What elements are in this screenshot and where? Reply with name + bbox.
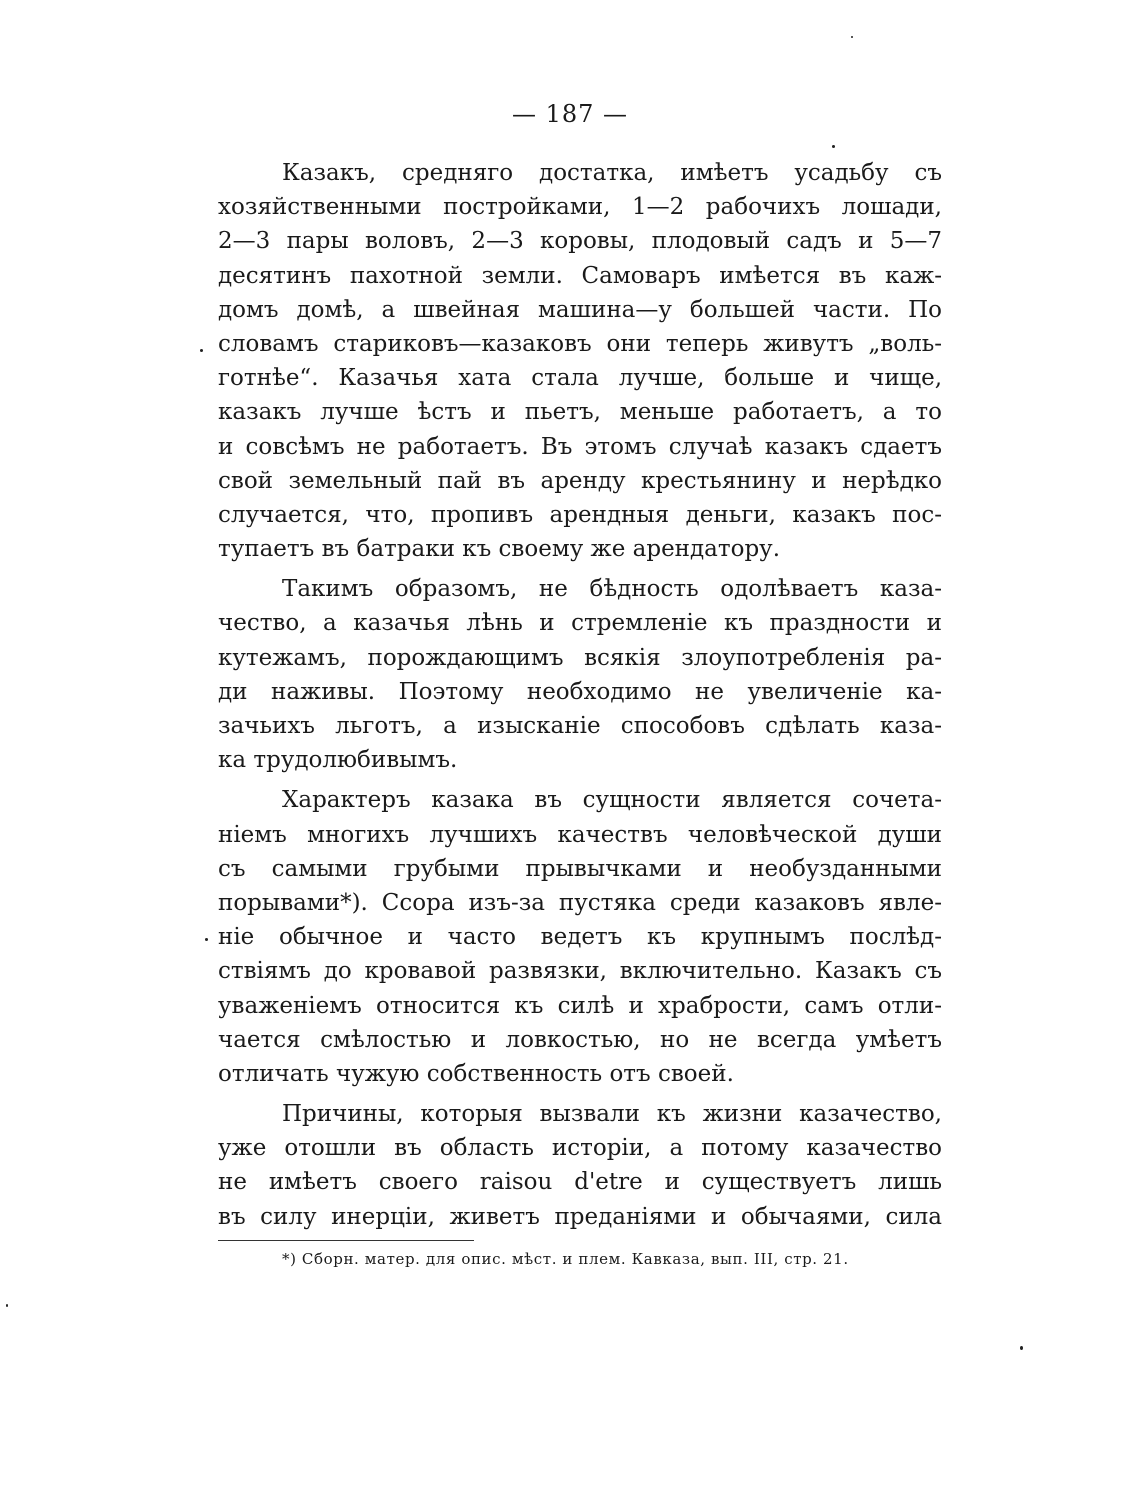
text-line: уваженіемъ относится къ силѣ и храбрости, самъ отли- <box>218 992 942 1019</box>
text-line: домъ домѣ, а швейная машина—у большей части. По <box>218 296 942 323</box>
text-line: словамъ стариковъ—казаковъ они теперь живутъ „воль- <box>218 330 942 357</box>
text-line: ніемъ многихъ лучшихъ качествъ человѣческой души <box>218 821 942 848</box>
text-line: отличать чужую собственность отъ своей. <box>218 1060 734 1087</box>
text-line: чается смѣлостью и ловкостью, но не всегда умѣетъ <box>218 1026 942 1053</box>
footnote: *) Сборн. матер. для опис. мѣст. и плем. Кавказа, вып. III, стр. 21. <box>282 1250 849 1268</box>
text-line: 2—3 пары воловъ, 2—3 коровы, плодовый садъ и 5—7 <box>218 228 942 255</box>
text-line: ди наживы. Поэтому необходимо не увеличеніе ка- <box>218 678 942 705</box>
text-line: съ самыми грубыми прывычками и необузданными <box>218 855 942 882</box>
text-line: хозяйственными постройками, 1—2 рабочихъ лошади, <box>218 194 942 221</box>
text-line: въ силу инерціи, живетъ преданіями и обычаями, сила <box>218 1203 942 1230</box>
text-line: десятинъ пахотной земли. Самоваръ имѣется въ каж- <box>218 262 942 289</box>
text-line: готнѣе“. Казачья хата стала лучше, больше и чище, <box>218 365 942 392</box>
text-line: зачьихъ льготъ, а изысканіе способовъ сдѣлать каза- <box>218 713 942 739</box>
footnote-divider <box>218 1240 474 1241</box>
text-line: кутежамъ, порождающимъ всякія злоупотребленія ра- <box>218 644 942 671</box>
scan-speck <box>851 36 853 38</box>
scan-speck <box>205 938 208 941</box>
scan-speck <box>1020 1346 1023 1350</box>
text-line: свой земельный пай въ аренду крестьянину и нерѣдко <box>218 467 942 494</box>
text-line: Причины, которыя вызвали къ жизни казачество, <box>282 1101 942 1128</box>
scan-speck <box>832 145 835 148</box>
text-line: тупаетъ въ батраки къ своему же арендатору. <box>218 536 781 563</box>
text-line: не имѣетъ своего raisou d'etre и существуетъ лишь <box>218 1169 942 1196</box>
text-line: Казакъ, средняго достатка, имѣетъ усадьбу съ <box>282 160 942 186</box>
text-line: ствіямъ до кровавой развязки, включительно. Казакъ съ <box>218 958 942 985</box>
text-line: казакъ лучше ѣстъ и пьетъ, меньше работаетъ, а то <box>218 399 942 426</box>
page-number: — 187 — <box>511 100 629 128</box>
body-text <box>218 156 942 1234</box>
scan-speck <box>6 1304 8 1307</box>
text-line: случается, что, пропивъ арендныя деньги, казакъ пос- <box>218 501 942 528</box>
text-line: ніе обычное и часто ведетъ къ крупнымъ послѣд- <box>218 924 942 951</box>
text-line: Характеръ казака въ сущности является сочета- <box>282 787 942 814</box>
text-line: и совсѣмъ не работаетъ. Въ этомъ случаѣ казакъ сдаетъ <box>218 433 942 460</box>
text-line: Такимъ образомъ, не бѣдность одолѣваетъ каза- <box>282 576 942 603</box>
text-line: чество, а казачья лѣнь и стремленіе къ праздности и <box>218 610 942 637</box>
text-line: уже отошли въ область исторіи, а потому казачество <box>218 1135 942 1162</box>
text-line: порывами*). Ссора изъ-за пустяка среди казаковъ явле- <box>218 889 942 916</box>
text-line: ка трудолюбивымъ. <box>218 747 458 774</box>
scan-speck <box>200 349 203 352</box>
